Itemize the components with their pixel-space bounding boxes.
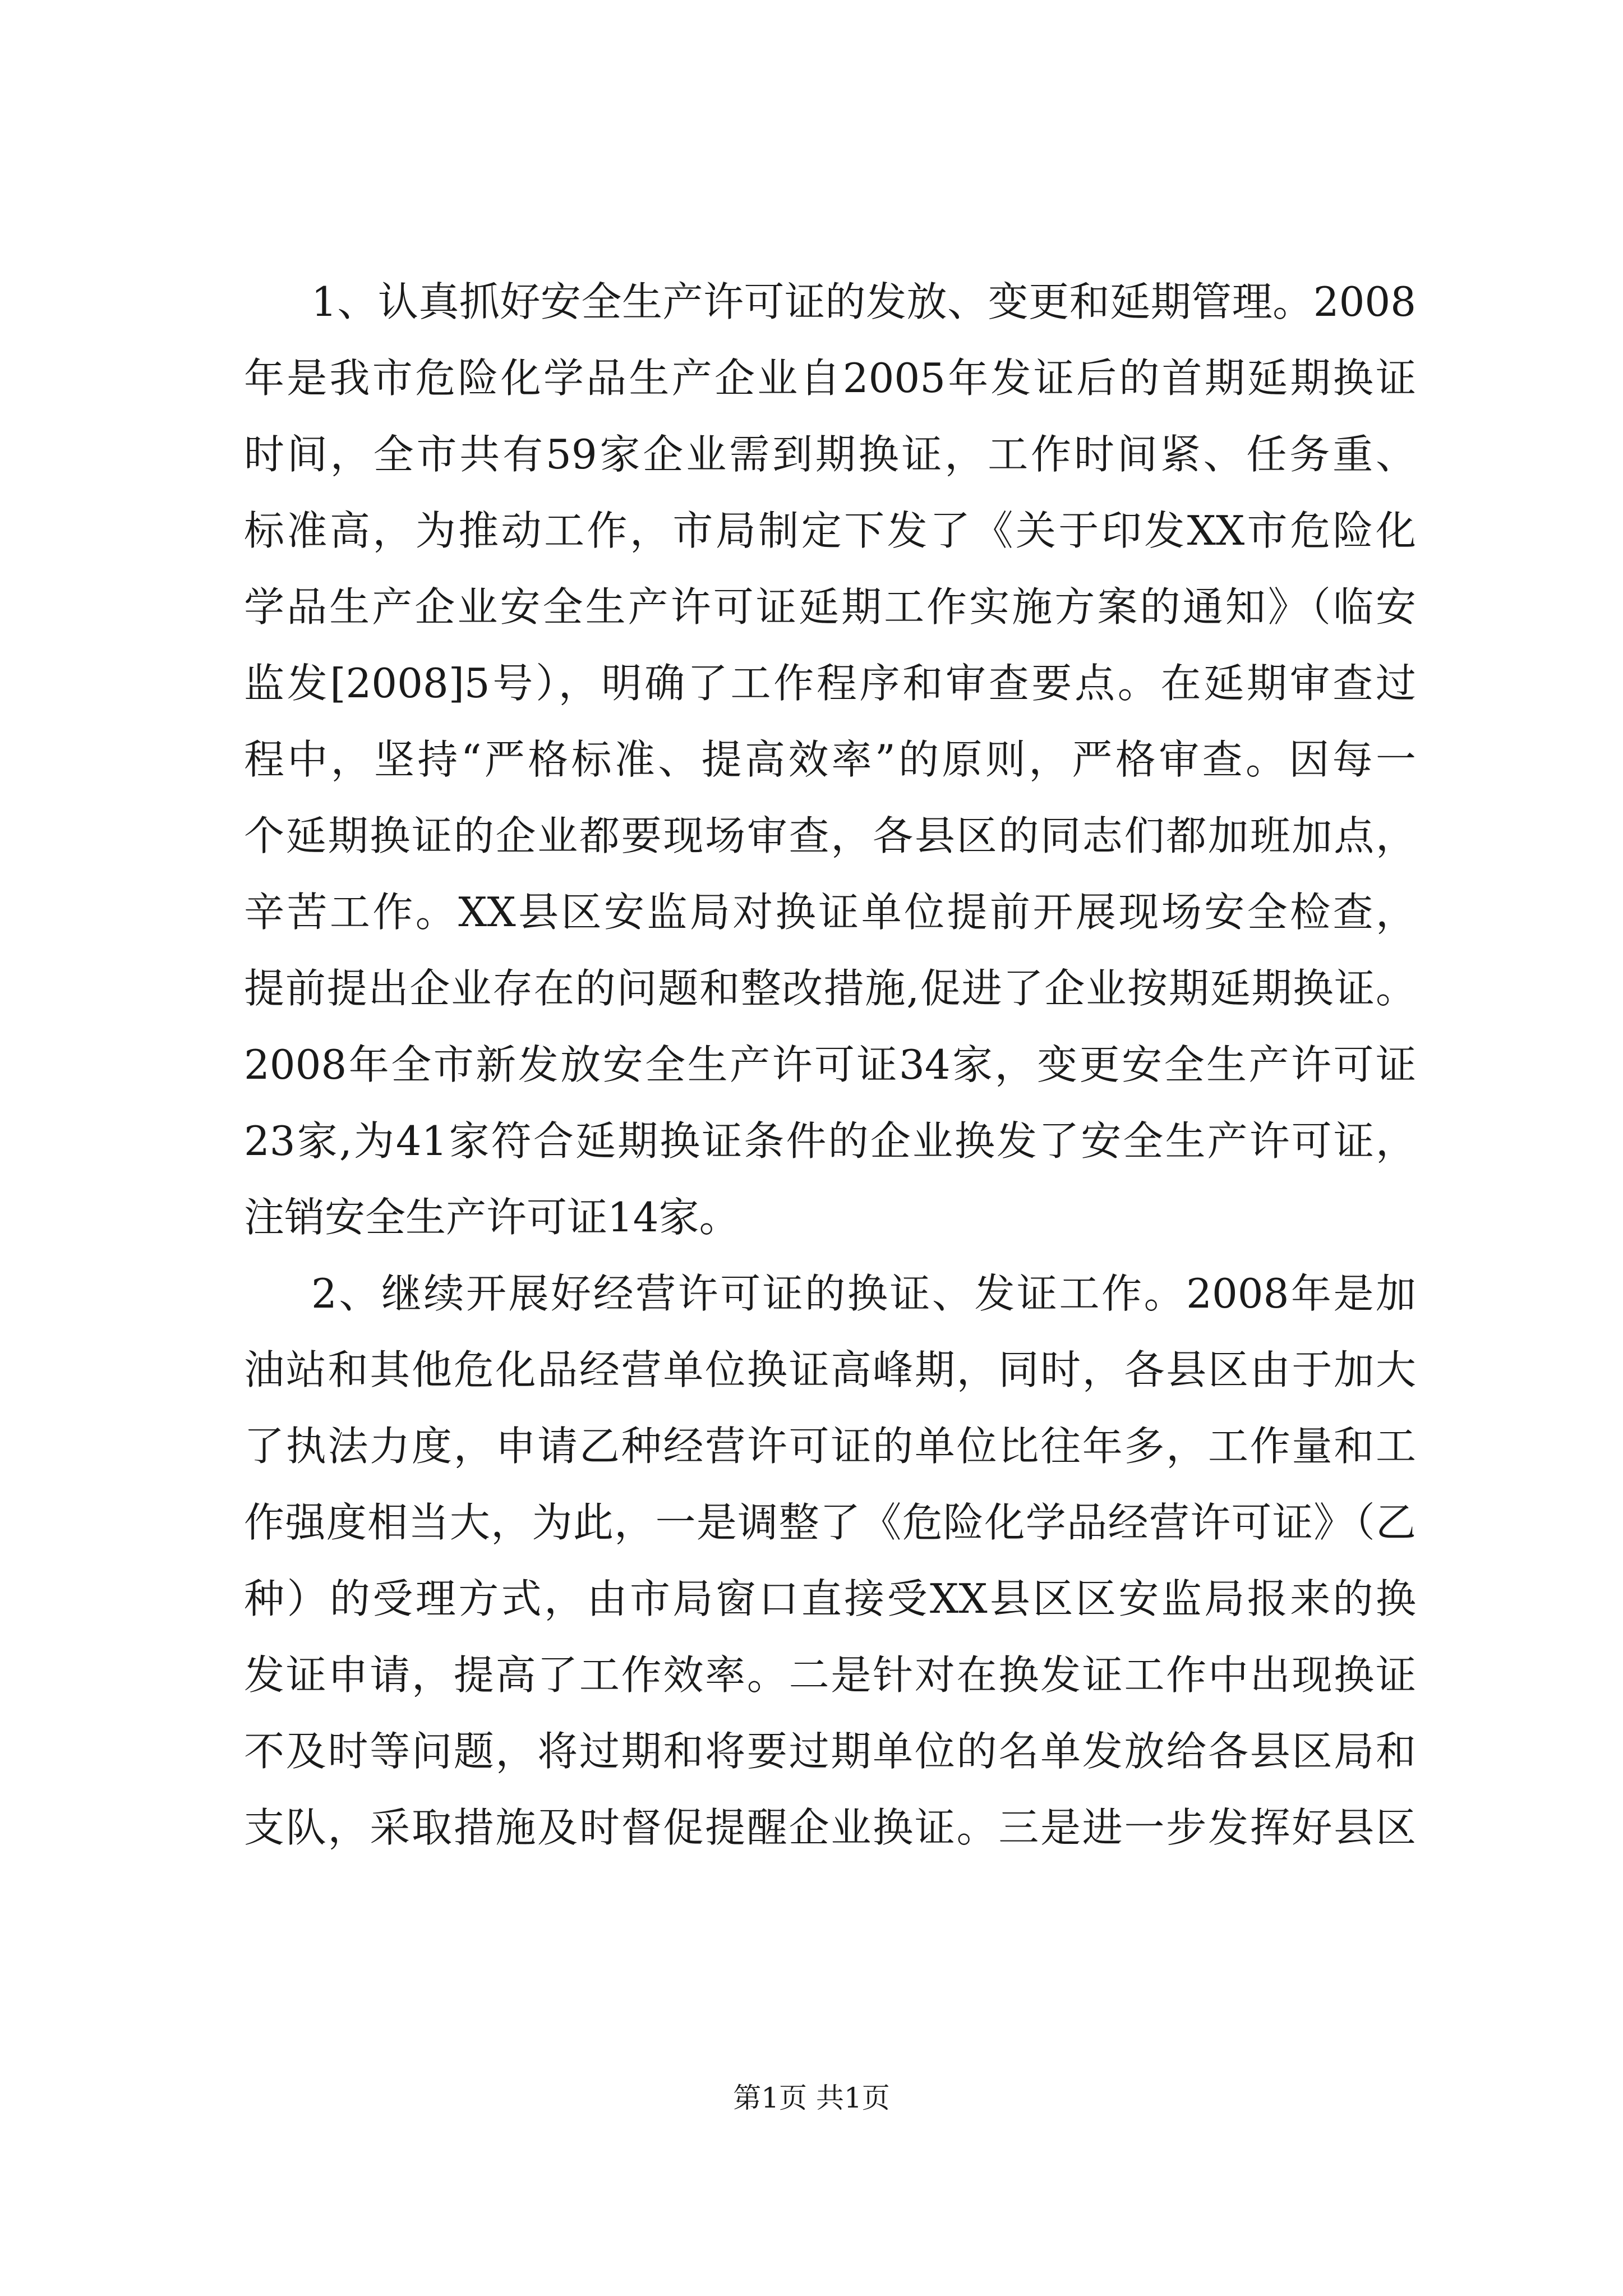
text-line: 辛苦工作。XX县区安监局对换证单位提前开展现场安全检查， bbox=[244, 889, 1416, 936]
text-line: 2、继续开展好经营许可证的换证、发证工作。2008年是加 bbox=[311, 1270, 1416, 1317]
text-line: 油站和其他危化品经营单位换证高峰期，同时，各县区由于加大 bbox=[244, 1346, 1416, 1393]
text-line: 2008年全市新发放安全生产许可证34家，变更安全生产许可证 bbox=[244, 1041, 1416, 1088]
text-line: 时间，全市共有59家企业需到期换证，工作时间紧、任务重、 bbox=[244, 431, 1416, 478]
text-line: 监发[2008]5号），明确了工作程序和审查要点。在延期审查过 bbox=[244, 660, 1416, 707]
text-line: 了执法力度，申请乙种经营许可证的单位比往年多，工作量和工 bbox=[244, 1423, 1416, 1470]
paragraph-2 bbox=[244, 1255, 1416, 1866]
text-line: 提前提出企业存在的问题和整改措施,促进了企业按期延期换证。 bbox=[244, 965, 1416, 1012]
text-line: 程中，坚持“严格标准、提高效率”的原则，严格审查。因每一 bbox=[244, 736, 1416, 783]
text-line: 1、认真抓好安全生产许可证的发放、变更和延期管理。2008 bbox=[311, 278, 1416, 325]
text-line: 不及时等问题，将过期和将要过期单位的名单发放给各县区局和 bbox=[244, 1728, 1416, 1775]
document-body bbox=[244, 264, 1416, 1866]
text-line: 发证申请，提高了工作效率。二是针对在换发证工作中出现换证 bbox=[244, 1651, 1416, 1699]
text-line: 23家,为41家符合延期换证条件的企业换发了安全生产许可证， bbox=[244, 1117, 1416, 1165]
text-line: 学品生产企业安全生产许可证延期工作实施方案的通知》（临安 bbox=[244, 583, 1416, 631]
text-line: 作强度相当大，为此，一是调整了《危险化学品经营许可证》（乙 bbox=[244, 1499, 1416, 1546]
text-line: 年是我市危险化学品生产企业自2005年发证后的首期延期换证 bbox=[244, 355, 1416, 402]
text-line: 支队，采取措施及时督促提醒企业换证。三是进一步发挥好县区 bbox=[244, 1804, 1416, 1851]
text-line: 种）的受理方式，由市局窗口直接受XX县区区安监局报来的换 bbox=[244, 1575, 1416, 1622]
paragraph-1 bbox=[244, 264, 1416, 1255]
page-footer bbox=[0, 2081, 1623, 2115]
text-line: 标准高，为推动工作，市局制定下发了《关于印发XX市危险化 bbox=[244, 507, 1416, 554]
text-line: 注销安全生产许可证14家。 bbox=[244, 1194, 740, 1241]
text-line: 个延期换证的企业都要现场审查，各县区的同志们都加班加点， bbox=[244, 812, 1416, 859]
page-number-label: 第1页 共1页 bbox=[733, 2082, 890, 2114]
